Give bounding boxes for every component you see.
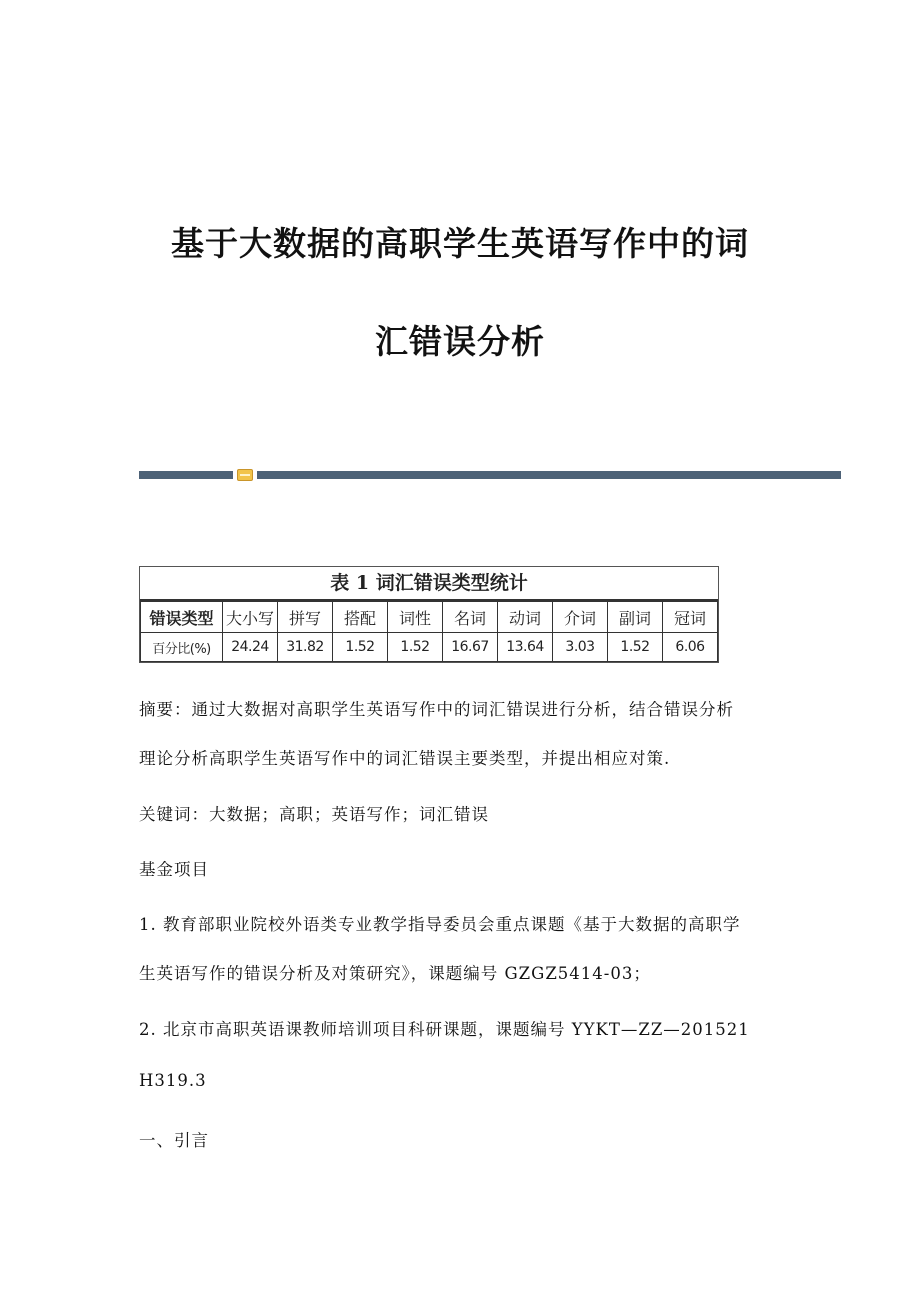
abstract-line-2: 理论分析高职学生英语写作中的词汇错误主要类型，并提出相应对策. bbox=[139, 749, 671, 768]
table-header-row bbox=[141, 602, 718, 633]
table-header-cell: 搭配 bbox=[333, 602, 388, 633]
table-header-cell: 名词 bbox=[443, 602, 498, 633]
table-value-cell: 31.82 bbox=[278, 633, 333, 662]
table-header-cell: 词性 bbox=[388, 602, 443, 633]
section-heading-introduction: 一、引言 bbox=[139, 1131, 209, 1150]
classification-number: H319.3 bbox=[139, 1071, 207, 1090]
error-type-table-figure bbox=[139, 566, 719, 663]
table-value-cell: 13.64 bbox=[498, 633, 553, 662]
table-value-cell: 1.52 bbox=[388, 633, 443, 662]
table-header-cell: 拼写 bbox=[278, 602, 333, 633]
table-value-row bbox=[141, 633, 718, 662]
table-row-label: 百分比(%) bbox=[141, 633, 223, 662]
error-type-table bbox=[140, 601, 718, 662]
table-header-cell: 大小写 bbox=[223, 602, 278, 633]
table-caption: 表 1 词汇错误类型统计 bbox=[140, 567, 718, 601]
fund-heading: 基金项目 bbox=[139, 860, 209, 879]
table-value-cell: 24.24 bbox=[223, 633, 278, 662]
abstract-line-1: 摘要：通过大数据对高职学生英语写作中的词汇错误进行分析，结合错误分析 bbox=[139, 700, 734, 719]
document-title-line-1: 基于大数据的高职学生英语写作中的词 bbox=[171, 224, 749, 263]
table-value-cell: 1.52 bbox=[333, 633, 388, 662]
keywords-line: 关键词：大数据；高职；英语写作；词汇错误 bbox=[139, 805, 489, 824]
fund-item-1-line-2: 生英语写作的错误分析及对策研究》，课题编号 GZGZ5414-03； bbox=[139, 964, 651, 983]
table-header-cell: 介词 bbox=[553, 602, 608, 633]
fund-item-1-line-1: 1. 教育部职业院校外语类专业教学指导委员会重点课题《基于大数据的高职学 bbox=[139, 915, 741, 934]
table-header-cell: 副词 bbox=[608, 602, 663, 633]
table-header-cell: 冠词 bbox=[663, 602, 718, 633]
fund-item-2: 2. 北京市高职英语课教师培训项目科研课题，课题编号 YYKT—ZZ—201521 bbox=[139, 1020, 750, 1039]
table-value-cell: 6.06 bbox=[663, 633, 718, 662]
divider-bar-left bbox=[139, 471, 233, 479]
table-value-cell: 16.67 bbox=[443, 633, 498, 662]
divider-bar-right bbox=[257, 471, 841, 479]
table-header-cell: 动词 bbox=[498, 602, 553, 633]
divider-ornament-icon bbox=[237, 469, 253, 481]
table-value-cell: 1.52 bbox=[608, 633, 663, 662]
document-title-line-2: 汇错误分析 bbox=[375, 322, 545, 361]
table-header-label: 错误类型 bbox=[141, 602, 223, 633]
table-value-cell: 3.03 bbox=[553, 633, 608, 662]
